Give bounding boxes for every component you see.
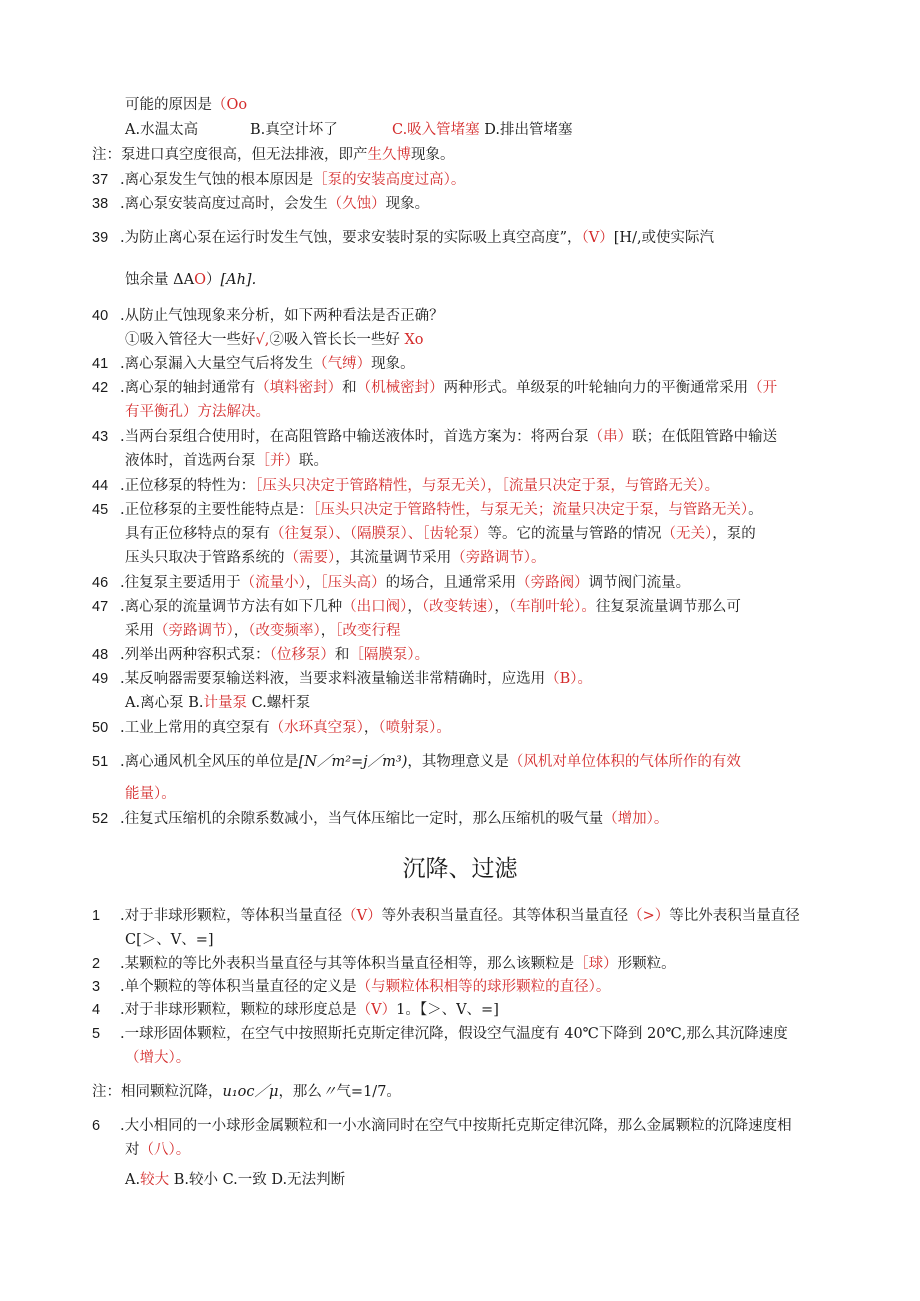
question-text: 注：泵进口真空度很高，但无法排液，即产 (92, 147, 368, 163)
item-38: 38 .离心泵安装高度过高时，会发生（久蚀）现象。 (92, 196, 430, 212)
item-45-cont-1 (125, 524, 756, 544)
question-text: 正位移泵的主要性能特点是： (124, 502, 314, 518)
item-number: 47 (92, 599, 109, 615)
question-text: 离心泵发生气蚀的根本原因是 (124, 172, 314, 188)
item-37: 37 .离心泵发生气蚀的根本原因是［泵的安装高度过高）。 (92, 172, 466, 188)
question-text: ， (494, 599, 509, 615)
item-number: 5 (92, 1026, 101, 1042)
item-number: 45 (92, 502, 109, 518)
answer-text: （无关） (661, 526, 713, 542)
question-text: 对于非球形颗粒，等体积当量直径 (124, 908, 343, 924)
question-text: B.真空计坏了 (250, 122, 338, 138)
question-text: ，其流量调节采用 (335, 550, 452, 566)
answer-text: （V） (356, 1002, 397, 1018)
item-number: 46 (92, 575, 109, 591)
question-text: 为防止离心泵在运行时发生气蚀，要求安装时泵的实际吸上真空高度”， (124, 230, 582, 246)
item-number: 51 (92, 754, 109, 770)
item-number: 50 (92, 720, 109, 736)
question-text: 大小相同的一小球形金属颗粒和一小水滴同时在空气中按斯托克斯定律沉降，那么金属颗粒的沉降速度相 (124, 1118, 792, 1134)
question-text: 现象。 (371, 356, 415, 372)
item-number: 1 (92, 908, 101, 924)
answer-text: ［隔膜泵）。 (349, 647, 430, 663)
item-44: 44 .正位移泵的特性为：［压头只决定于管路精性，与泵无关），［流量只决定于泵，与管路无关）。 (92, 478, 720, 494)
answer-text: （出口阀） (342, 599, 408, 615)
question-text: 等比外表积当量直径 (669, 908, 800, 924)
answer-text: （喷射泵）。 (378, 720, 451, 736)
question-text: D.排出管堵塞 (479, 122, 573, 138)
question-text: 联；在低阻管路中输送 (632, 429, 778, 445)
item-45: 45 .正位移泵的主要性能特点是：［压头只决定于管路特性，与泵无关；流量只决定于泵，与管路无关）。 (92, 502, 763, 518)
answer-text: 计量泵 (203, 695, 247, 711)
question-text: ， (305, 575, 321, 591)
answer-text: 能量）。 (125, 786, 176, 802)
question-text: 。 (748, 502, 763, 518)
answer-text: C.吸入管堵塞 (392, 122, 480, 138)
question-text: 一球形固体颗粒，在空气中按照斯托克斯定律沉降，假设空气温度有 40℃下降到 20℃,那么其沉降速度 (124, 1026, 788, 1042)
question-text: ， (233, 623, 249, 639)
question-text: 和 (334, 647, 350, 663)
item-47: 47 .离心泵的流量调节方法有如下几种（出口阀），（改变转速），（车削叶轮）。往复泵流量调节那么可 (92, 599, 741, 615)
answer-text: （风机对单位体积的气体所作的有效 (508, 754, 741, 770)
settle-item-3: 3 .单个颗粒的等体积当量直径的定义是（与颗粒体积相等的球形颗粒的直径）。 (92, 979, 611, 995)
answer-text: （Oo (212, 97, 248, 113)
item-number: 2 (92, 956, 101, 972)
answer-text: 较大 (140, 1172, 170, 1188)
answer-text: （旁路阀） (516, 575, 589, 591)
answer-text: ［球） (574, 956, 618, 972)
answer-text: （B）。 (545, 671, 593, 687)
answer-text: （V） (581, 230, 614, 246)
item-49: 49 .某反响器需要泵输送料液，当要求料液量输送非常精确时，应选用（B）。 (92, 671, 593, 687)
item-40-cont (125, 330, 424, 350)
item-number: 49 (92, 671, 109, 687)
question-text: 工业上常用的真空泵有 (124, 720, 270, 736)
question-text: 从防止气蚀现象来分析，如下两种看法是否正确？ (124, 308, 444, 324)
question-text: u₁oc／μ (222, 1084, 279, 1100)
answer-text: ［压头高） (320, 575, 386, 591)
settle-item-4: 4 .对于非球形颗粒，颗粒的球形度总是（V）1。【＞、V、=] (92, 1002, 499, 1018)
item-42: 42 .离心泵的轴封通常有（填料密封）和（机械密封）两种形式。单级泵的叶轮轴向力的平衡通常采用（开 (92, 380, 778, 396)
item-50: 50 .工业上常用的真空泵有（水环真空泵），（喷射泵）。 (92, 720, 451, 736)
question-text: ，泵的 (712, 526, 756, 542)
question-text: 对于非球形颗粒，颗粒的球形度总是 (124, 1002, 357, 1018)
answer-text: Xo (399, 332, 424, 348)
question-text: B.较小 C.一致 D.无法判断 (169, 1172, 346, 1188)
question-text: 往复泵流量调节那么可 (595, 599, 741, 615)
answer-text: 有平衡孔）方法解决。 (125, 404, 270, 420)
item-43: 43 .当两台泵组合使用时，在高阻管路中输送液体时，首选方案为：将两台泵（串）联；在低阻管路中输送 (92, 429, 778, 445)
note-1 (92, 145, 455, 165)
answer-text: （V） (342, 908, 382, 924)
item-number: 42 (92, 380, 109, 396)
answer-text: ［压头只决定于管路特性，与泵无关；流量只决定于泵，与管路无关） (313, 502, 749, 518)
note-2 (92, 1082, 401, 1102)
question-text: 离心通风机全风压的单位是 (124, 754, 299, 770)
question-text: 联。 (299, 453, 328, 469)
item-number: 39 (92, 230, 109, 246)
question-text: 两种形式。单级泵的叶轮轴向力的平衡通常采用 (443, 380, 749, 396)
item-number: 43 (92, 429, 109, 445)
question-text: 离心泵安装高度过高时，会发生 (124, 196, 328, 212)
answer-text: （久蚀） (327, 196, 386, 212)
question-text: A.离心泵 B. (125, 695, 204, 711)
answer-text: （车削叶轮）。 (508, 599, 596, 615)
answer-text: （水环真空泵） (269, 720, 364, 736)
question-text: 往复泵主要适用于 (124, 575, 241, 591)
settle-item-1-cont (125, 930, 214, 950)
item-39: 39 .为防止离心泵在运行时发生气蚀，要求安装时泵的实际吸上真空高度”，（V）[H/,或使实际汽 (92, 230, 715, 246)
question-text: 压头只取决于管路系统的 (125, 550, 285, 566)
answer-text: （位移泵） (269, 647, 335, 663)
question-text: ，其物理意义是 (407, 754, 509, 770)
item-42-cont (125, 402, 270, 422)
option-b (250, 120, 338, 140)
question-text: 离心泵的流量调节方法有如下几种 (124, 599, 343, 615)
answer-text: （改变频率） (248, 623, 321, 639)
answer-text: （八）。 (139, 1142, 191, 1158)
question-text: 现象。 (385, 196, 430, 212)
question-text: ，那么 (278, 1084, 322, 1100)
answer-text: ［泵的安装高度过高）。 (313, 172, 466, 188)
item-number: 4 (92, 1002, 101, 1018)
answer-text: （>） (628, 908, 670, 924)
settle-item-6: 6 .大小相同的一小球形金属颗粒和一小水滴同时在空气中按斯托克斯定律沉降，那么金属颗粒的沉降速度相 (92, 1118, 792, 1134)
option-a (125, 120, 198, 140)
question-text: 某颗粒的等比外表积当量直径与其等体积当量直径相等，那么该颗粒是 (124, 956, 575, 972)
question-text: 1。【＞、V、=] (396, 1002, 499, 1018)
item-number: 40 (92, 308, 109, 324)
item-number: 38 (92, 196, 109, 212)
answer-text: O (194, 272, 206, 288)
item-48: 48 .列举出两种容积式泵：（位移泵）和［隔膜泵）。 (92, 647, 430, 663)
settle-item-5: 5 .一球形固体颗粒，在空气中按照斯托克斯定律沉降，假设空气温度有 40℃下降到 20℃,那么其沉降速度 (92, 1026, 788, 1042)
settle-item-1: 1 .对于非球形颗粒，等体积当量直径（V）等外表积当量直径。其等体积当量直径（>）等比外表积当量直径 (92, 908, 800, 924)
question-text: 等。它的流量与管路的情况 (487, 526, 662, 542)
answer-text: （气缚） (313, 356, 372, 372)
item-51-cont (125, 784, 176, 804)
question-text: 液体时，首选两台泵 (125, 453, 256, 469)
question-text: ） (205, 272, 221, 288)
question-text: ②吸入管长长一些好 (269, 332, 400, 348)
question-text: A.水温太高 (125, 122, 199, 138)
item-47-cont (125, 621, 401, 641)
item-number: 6 (92, 1118, 101, 1134)
question-text: 蚀余量 ΔA (125, 272, 195, 288)
item-39-cont (125, 270, 256, 290)
answer-text: ［改变行程 (335, 623, 401, 639)
answer-text: （往复泵）、（隔膜泵）、［齿轮泵） (270, 526, 488, 542)
item-number: 52 (92, 811, 109, 827)
item-number: 3 (92, 979, 101, 995)
question-text: 现象。 (411, 147, 455, 163)
answer-text: √, (255, 332, 270, 348)
settle-item-6-options (125, 1170, 345, 1190)
item-45-cont-2 (125, 548, 546, 568)
question-text: 当两台泵组合使用时，在高阻管路中输送液体时，首选方案为：将两台泵 (124, 429, 589, 445)
question-text: ， (363, 720, 379, 736)
question-text: 〃 (321, 1084, 337, 1100)
item-number: 37 (92, 172, 109, 188)
item-43-cont (125, 451, 328, 471)
question-text: 单个颗粒的等体积当量直径的定义是 (124, 979, 357, 995)
answer-text: （串） (588, 429, 633, 445)
question-text: 具有正位移特点的泵有 (125, 526, 270, 542)
question-text: 某反响器需要泵输送料液，当要求料液量输送非常精确时，应选用 (124, 671, 546, 687)
answer-text: （与颗粒体积相等的球形颗粒的直径）。 (356, 979, 611, 995)
option-c-d (392, 120, 573, 140)
answer-text: （旁路调节）。 (451, 550, 546, 566)
settle-item-2: 2 .某颗粒的等比外表积当量直径与其等体积当量直径相等，那么该颗粒是［球）形颗粒。 (92, 956, 676, 972)
question-text: 和 (342, 380, 357, 396)
question-text: 采用 (125, 623, 154, 639)
answer-text: （改变转速） (421, 599, 495, 615)
answer-text: （机械密封） (356, 380, 444, 396)
line-possible-cause (125, 95, 247, 115)
question-text: 可能的原因是 (125, 97, 212, 113)
question-text: [N／m²=j／m³) (298, 754, 408, 770)
question-text: 气=1/7。 (336, 1084, 401, 1100)
answer-text: （开 (748, 380, 778, 396)
section-title: 沉降、过滤 (402, 856, 518, 882)
item-41: 41 .离心泵漏入大量空气后将发生（气缚）现象。 (92, 356, 415, 372)
question-text: 正位移泵的特性为： (124, 478, 256, 494)
answer-text: ［并） (255, 453, 299, 469)
answer-text: （流量小） (240, 575, 306, 591)
question-text: ①吸入管径大一些好 (125, 332, 256, 348)
item-number: 44 (92, 478, 109, 494)
question-text: 注：相同颗粒沉降， (92, 1084, 223, 1100)
question-text: [H/,或使实际汽 (613, 230, 715, 246)
item-46: 46 .往复泵主要适用于（流量小），［压头高）的场合，且通常采用（旁路阀）调节阀门流量。 (92, 575, 691, 591)
answer-text: 生久博 (367, 147, 411, 163)
answer-text: ［压头只决定于管路精性，与泵无关），［流量只决定于泵，与管路无关）。 (255, 478, 720, 494)
answer-text: （填料密封） (255, 380, 343, 396)
item-40: 40 .从防止气蚀现象来分析，如下两种看法是否正确？ (92, 308, 444, 324)
question-text: 等外表积当量直径。其等体积当量直径 (381, 908, 629, 924)
question-text: 离心泵漏入大量空气后将发生 (124, 356, 314, 372)
item-52: 52 .往复式压缩机的余隙系数减小，当气体压缩比一定时，那么压缩机的吸气量（增加）。 (92, 811, 669, 827)
item-number: 41 (92, 356, 109, 372)
answer-text: （增加）。 (603, 811, 669, 827)
question-text: ， (407, 599, 422, 615)
question-text: C[＞、V、=] (125, 932, 214, 948)
item-51: 51 .离心通风机全风压的单位是[N／m²=j／m³)，其物理意义是（风机对单位体积的气体所作的有效 (92, 754, 741, 770)
question-text: 的场合，且通常采用 (385, 575, 517, 591)
question-text: A. (125, 1172, 141, 1188)
question-text: 离心泵的轴封通常有 (124, 380, 256, 396)
question-text: 列举出两种容积式泵： (124, 647, 270, 663)
settle-item-5-cont (125, 1048, 190, 1068)
item-number: 48 (92, 647, 109, 663)
question-text: [Ah]. (220, 272, 257, 288)
question-text: 对 (125, 1142, 140, 1158)
answer-text: （需要） (284, 550, 336, 566)
question-text: 调节阀门流量。 (588, 575, 691, 591)
answer-text: （旁路调节） (154, 623, 234, 639)
question-text: ， (320, 623, 336, 639)
question-text: 形颗粒。 (617, 956, 676, 972)
settle-item-6-cont (125, 1140, 190, 1160)
item-49-options (125, 693, 310, 713)
answer-text: （增大）。 (125, 1050, 191, 1066)
question-text: C.螺杆泵 (246, 695, 311, 711)
question-text: 往复式压缩机的余隙系数减小，当气体压缩比一定时，那么压缩机的吸气量 (124, 811, 604, 827)
